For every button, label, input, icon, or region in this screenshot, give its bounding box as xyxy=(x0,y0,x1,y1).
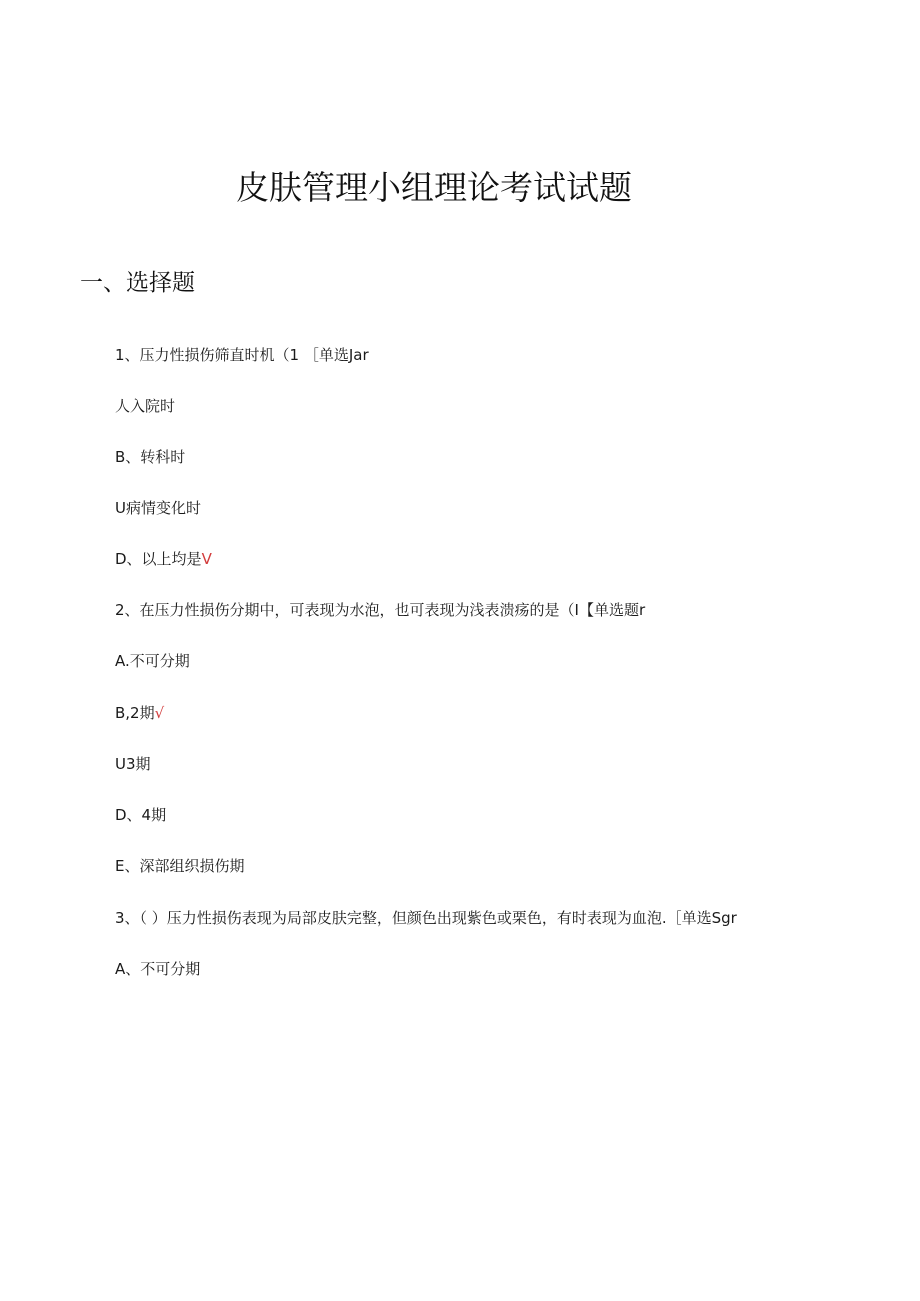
line-text: A.不可分期 xyxy=(115,652,190,670)
line-text: E、深部组织损伤期 xyxy=(115,857,245,875)
line-text: U3期 xyxy=(115,755,151,773)
option-3a xyxy=(115,959,200,979)
option-1c xyxy=(115,498,201,518)
option-1d xyxy=(115,549,212,569)
line-text: B、转科时 xyxy=(115,448,186,466)
option-2a xyxy=(115,651,190,671)
line-text: 1、压力性损伤筛直时机（1 ［单选Jar xyxy=(115,346,369,364)
line-text: D、4期 xyxy=(115,806,167,824)
option-2c xyxy=(115,754,151,774)
answer-mark: V xyxy=(201,550,212,568)
question-1 xyxy=(115,345,369,365)
option-2d xyxy=(115,805,166,825)
line-text: A、不可分期 xyxy=(115,960,201,978)
option-2b xyxy=(115,703,164,723)
question-3 xyxy=(115,908,737,928)
option-1a xyxy=(115,396,175,416)
line-text: 人入院时 xyxy=(115,397,176,415)
line-text: B,2期 xyxy=(115,704,155,722)
line-text: 3、（ ）压力性损伤表现为局部皮肤完整，但颜色出现紫色或栗色，有时表现为血泡.［单选Sgr xyxy=(115,909,737,927)
option-2e xyxy=(115,856,244,876)
answer-mark: √ xyxy=(154,704,165,722)
line-text: 2、在压力性损伤分期中，可表现为水泡，也可表现为浅表溃疡的是（I【单选题r xyxy=(115,601,646,619)
question-2 xyxy=(115,600,645,620)
option-1b xyxy=(115,447,185,467)
line-text: D、以上均是 xyxy=(115,550,202,568)
document-title: 皮肤管理小组理论考试试题 xyxy=(236,168,632,207)
line-text: U病情变化时 xyxy=(115,499,201,517)
section-heading: 一、选择题 xyxy=(80,270,195,296)
